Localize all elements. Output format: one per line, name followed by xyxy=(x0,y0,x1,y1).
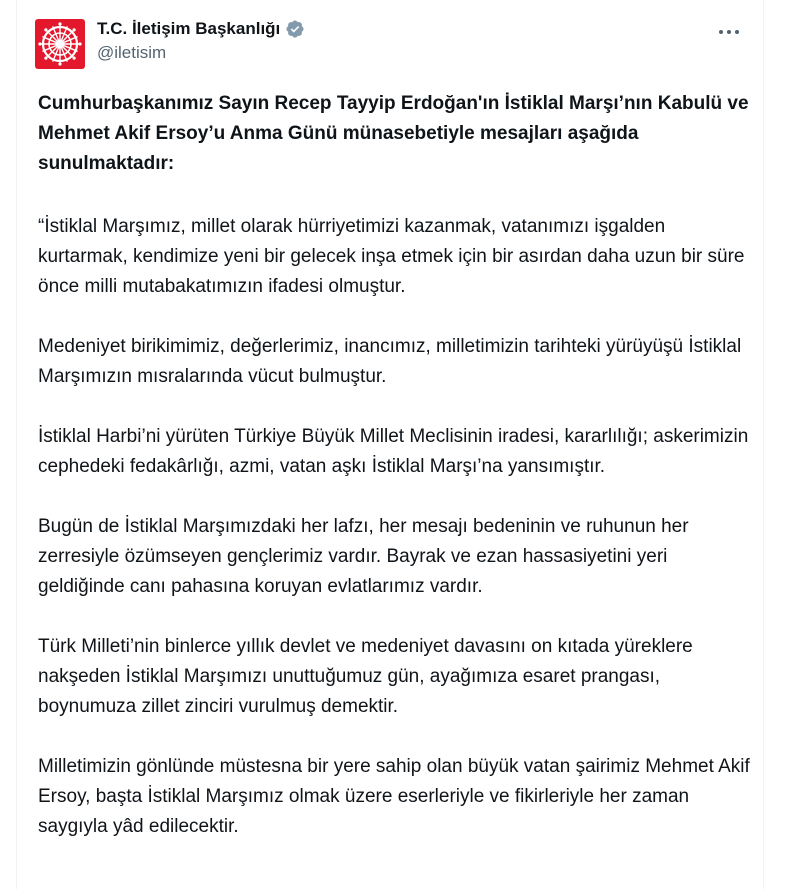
display-name-text[interactable]: T.C. İletişim Başkanlığı xyxy=(97,19,281,38)
post-header xyxy=(35,16,747,68)
post-paragraph: “İstiklal Marşımız, millet olarak hürriyetimizi kazanmak, vatanımızı işgalden kurtarmak, kendimize yeni bir gelecek inşa etmek için bir asırdan daha uzun bir süre önce milli mutabakatımızın ifadesi olmuştur. xyxy=(38,216,745,297)
more-options-icon xyxy=(718,29,740,35)
more-options-button[interactable] xyxy=(715,22,743,42)
post-card xyxy=(16,0,764,889)
post-lead: Cumhurbaşkanımız Sayın Recep Tayyip Erdoğan'ın İstiklal Marşı’nın Kabulü ve Mehmet Akif Ersoy’u Anma Günü münasebetiyle mesajları aşağıda sunulmaktadır: xyxy=(38,93,749,174)
post-text xyxy=(38,89,752,872)
post-paragraph: Medeniyet birikimimiz, değerlerimiz, inancımız, milletimizin tarihteki yürüyüşü İstiklal Marşımızın mısralarında vücut bulmuştur. xyxy=(38,336,742,387)
account-names xyxy=(97,18,305,66)
handle[interactable]: @iletisim xyxy=(97,43,167,62)
logo-emblem-icon xyxy=(35,19,85,69)
post-paragraph: İstiklal Harbi’ni yürüten Türkiye Büyük Millet Meclisinin iradesi, kararlılığı; askerimizin cephedeki fedakârlığı, azmi, vatan aşkı İstiklal Marşı’na yansımıştır. xyxy=(38,426,749,477)
avatar[interactable] xyxy=(35,19,85,69)
display-name[interactable] xyxy=(97,18,305,40)
verified-badge-icon[interactable] xyxy=(285,19,305,39)
post-paragraph: Türk Milleti’nin binlerce yıllık devlet ve medeniyet davasını on kıtada yüreklere nakşeden İstiklal Marşımızı unuttuğumuz gün, ayağımıza esaret prangası, boynumuza zillet zinciri vurulmuş demektir. xyxy=(38,636,693,717)
post-paragraph: Bugün de İstiklal Marşımızdaki her lafzı, her mesajı bedeninin ve ruhunun her zerresiyle özümseyen gençlerimiz vardır. Bayrak ve ezan hassasiyetini yeri geldiğinde canı pahasına koruyan evlatlarımız vardır. xyxy=(38,516,689,597)
post-paragraph: Milletimizin gönlünde müstesna bir yere sahip olan büyük vatan şairimiz Mehmet Akif Ersoy, başta İstiklal Marşımız olmak üzere eserleriyle ve fikirleriyle her zaman saygıyla yâd edilecektir. xyxy=(38,756,750,837)
